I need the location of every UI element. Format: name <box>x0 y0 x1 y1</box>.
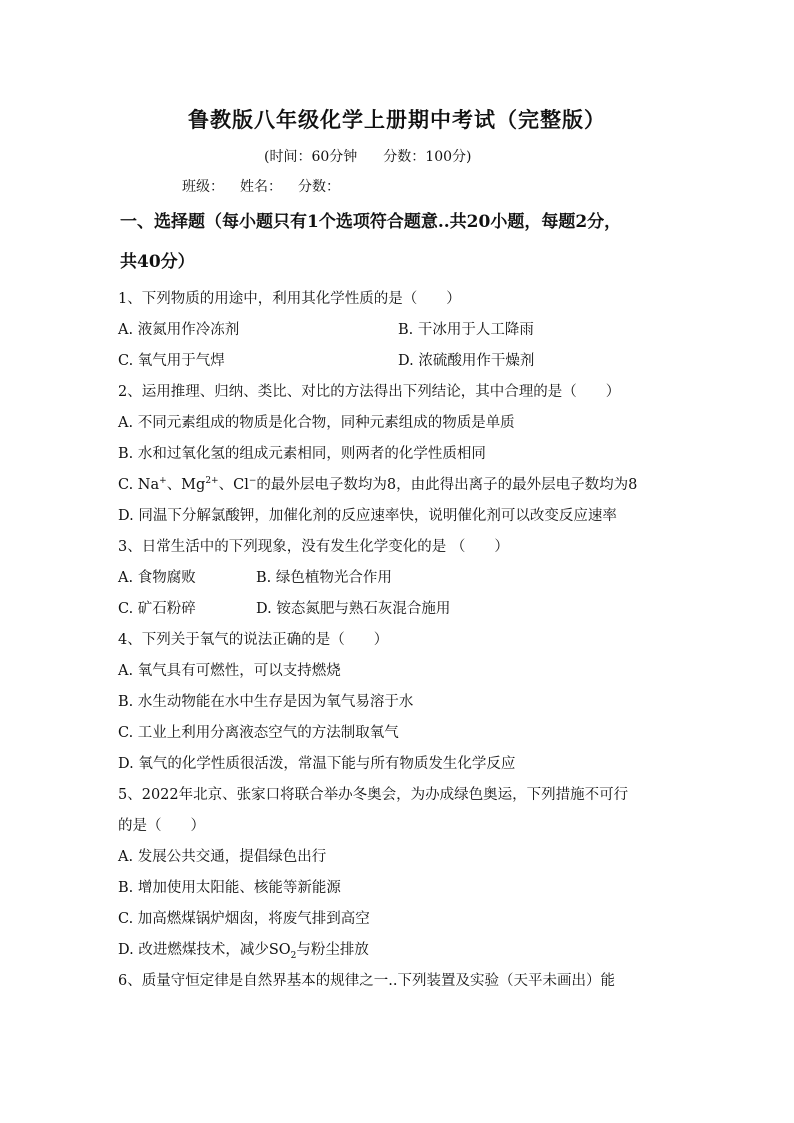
question-3-option-b: B. 绿色植物光合作用 <box>256 570 392 586</box>
question-4-option-a: A. 氧气具有可燃性，可以支持燃烧 <box>118 663 341 679</box>
q5d-rest: 与粉尘排放 <box>296 942 369 958</box>
q2c-sup-3: − <box>248 476 257 487</box>
question-5-stem-line1: 5、2022年北京、张家口将联合举办冬奥会，为办成绿色奥运，下列措施不可行 <box>118 787 629 803</box>
q2c-sup-1: + <box>159 476 167 487</box>
section-heading-line2: 共40分） <box>120 252 195 272</box>
exam-meta <box>264 146 471 166</box>
question-5-option-a: A. 发展公共交通，提倡绿色出行 <box>118 849 327 865</box>
question-2-option-a: A. 不同元素组成的物质是化合物，同种元素组成的物质是单质 <box>118 415 515 431</box>
question-2-stem: 2、运用推理、归纳、类比、对比的方法得出下列结论，其中合理的是（ ） <box>118 384 621 400</box>
question-1-option-a: A. 液氮用作冷冻剂 <box>118 322 240 338</box>
score-label: 分数： <box>298 179 340 195</box>
question-5-option-d <box>118 935 684 966</box>
question-5-option-c: C. 加高燃煤锅炉烟囱，将废气排到高空 <box>118 911 370 927</box>
q2c-sup-2: 2+ <box>205 476 219 487</box>
question-4-option-c: C. 工业上利用分离液态空气的方法制取氧气 <box>118 725 399 741</box>
question-4-option-b: B. 水生动物能在水中生存是因为氧气易溶于水 <box>118 694 414 710</box>
class-label: 班级： <box>182 179 224 195</box>
question-1-stem: 1、下列物质的用途中，利用其化学性质的是（ ） <box>118 291 461 307</box>
page-title: 鲁教版八年级化学上册期中考试（完整版） <box>188 107 606 132</box>
question-3-stem: 3、日常生活中的下列现象，没有发生化学变化的是 （ ） <box>118 539 509 555</box>
question-list <box>118 284 684 997</box>
exam-total-score: 分数：100分) <box>383 149 472 165</box>
question-5-option-b: B. 增加使用太阳能、核能等新能源 <box>118 880 341 896</box>
section-heading-line1: 一、选择题（每小题只有1个选项符合题意..共20小题，每题2分， <box>120 212 622 232</box>
question-4-stem: 4、下列关于氧气的说法正确的是（ ） <box>118 632 389 648</box>
question-2-option-b: B. 水和过氧化氢的组成元素相同，则两者的化学性质相同 <box>118 446 486 462</box>
question-5-stem-line2: 的是（ ） <box>118 818 205 834</box>
q5d-prefix: D. 改进燃煤技术，减少SO <box>118 942 291 958</box>
name-label: 姓名： <box>240 179 282 195</box>
question-3-options-row2 <box>118 594 684 625</box>
q2c-rest: 的最外层电子数均为8，由此得出离子的最外层电子数均为8 <box>256 477 638 493</box>
question-1-options-row1 <box>118 315 684 346</box>
student-info-line <box>182 176 356 196</box>
q2c-prefix: C. Na <box>118 477 160 493</box>
question-3-option-c: C. 矿石粉碎 <box>118 601 196 617</box>
question-1-options-row2 <box>118 346 684 377</box>
question-2-option-c <box>118 470 684 501</box>
question-3-option-a: A. 食物腐败 <box>118 570 196 586</box>
q2c-mid-1: 、Mg <box>166 477 206 493</box>
q2c-mid-2: 、Cl <box>218 477 249 493</box>
question-6-stem: 6、质量守恒定律是自然界基本的规律之一..下列装置及实验（天平未画出）能 <box>118 973 615 989</box>
question-3-option-d: D. 铵态氮肥与熟石灰混合施用 <box>256 601 451 617</box>
question-1-option-b: B. 干冰用于人工降雨 <box>398 322 534 338</box>
q5d-sub: 2 <box>290 950 297 961</box>
exam-time: (时间：60分钟 <box>264 149 358 165</box>
question-3-options-row1 <box>118 563 684 594</box>
question-4-option-d: D. 氧气的化学性质很活泼，常温下能与所有物质发生化学反应 <box>118 756 516 772</box>
question-2-option-d: D. 同温下分解氯酸钾，加催化剂的反应速率快，说明催化剂可以改变反应速率 <box>118 508 617 524</box>
question-1-option-c: C. 氧气用于气焊 <box>118 353 225 369</box>
question-1-option-d: D. 浓硫酸用作干燥剂 <box>398 353 535 369</box>
